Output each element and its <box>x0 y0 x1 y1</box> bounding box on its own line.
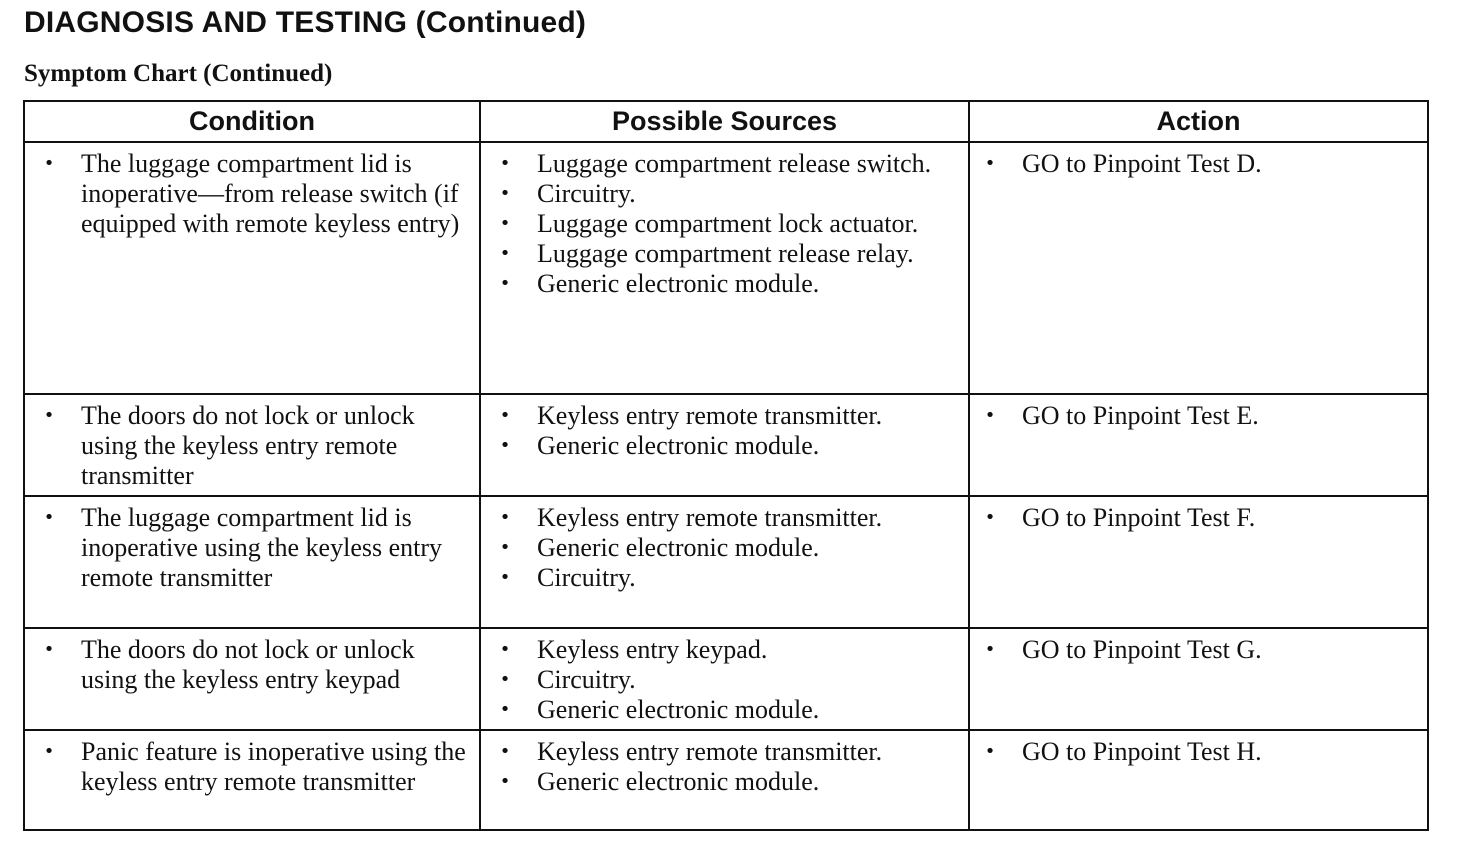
possible-sources-cell <box>480 496 969 628</box>
condition-cell <box>24 496 480 628</box>
symptom-chart-table <box>23 100 1429 831</box>
bullet-icon: • <box>499 771 511 792</box>
sources-list <box>481 395 968 465</box>
bullet-icon: • <box>499 273 511 294</box>
bullet-icon: • <box>499 699 511 720</box>
bullet-icon: • <box>499 507 511 528</box>
list-item-text: Keyless entry remote transmitter. <box>537 503 883 532</box>
bullet-icon: • <box>43 741 55 762</box>
list-item <box>980 149 1419 179</box>
list-item-text: GO to Pinpoint Test H. <box>1022 737 1262 766</box>
bullet-icon: • <box>984 405 996 426</box>
list-item <box>495 665 960 695</box>
list-item-text: Keyless entry keypad. <box>537 635 768 664</box>
bullet-icon: • <box>43 405 55 426</box>
action-list <box>970 143 1427 183</box>
column-header-possible-sources: Possible Sources <box>480 101 969 142</box>
list-item-text: Generic electronic module. <box>537 269 820 298</box>
list-item <box>495 533 960 563</box>
action-list <box>970 731 1427 771</box>
bullet-icon: • <box>499 405 511 426</box>
sources-list <box>481 731 968 801</box>
condition-cell <box>24 730 480 830</box>
list-item-text: Keyless entry remote transmitter. <box>537 401 883 430</box>
list-item <box>495 563 960 593</box>
bullet-icon: • <box>984 639 996 660</box>
list-item <box>495 767 960 797</box>
bullet-icon: • <box>984 153 996 174</box>
bullet-icon: • <box>984 741 996 762</box>
list-item <box>495 149 960 179</box>
table-row <box>24 496 1428 628</box>
list-item-text: Generic electronic module. <box>537 431 820 460</box>
list-item <box>39 503 471 593</box>
list-item-text: Luggage compartment release switch. <box>537 149 932 178</box>
condition-list <box>25 143 479 243</box>
action-cell <box>969 730 1428 830</box>
list-item <box>980 503 1419 533</box>
list-item-text: GO to Pinpoint Test E. <box>1022 401 1259 430</box>
list-item <box>495 269 960 299</box>
condition-list <box>25 731 479 801</box>
list-item <box>495 635 960 665</box>
list-item-text: GO to Pinpoint Test G. <box>1022 635 1262 664</box>
list-item-text: Circuitry. <box>537 563 636 592</box>
bullet-icon: • <box>43 639 55 660</box>
chart-title: Symptom Chart (Continued) <box>24 60 333 87</box>
bullet-icon: • <box>499 183 511 204</box>
list-item <box>495 239 960 269</box>
table-row <box>24 628 1428 730</box>
bullet-icon: • <box>499 153 511 174</box>
action-list <box>970 497 1427 537</box>
list-item <box>39 401 471 491</box>
list-item-text: Generic electronic module. <box>537 533 820 562</box>
list-item-text: Circuitry. <box>537 665 636 694</box>
bullet-icon: • <box>499 537 511 558</box>
condition-list <box>25 497 479 597</box>
sources-list <box>481 497 968 597</box>
list-item <box>495 401 960 431</box>
bullet-icon: • <box>499 213 511 234</box>
condition-list <box>25 395 479 495</box>
list-item <box>39 737 471 797</box>
condition-cell <box>24 142 480 394</box>
list-item-text: Panic feature is inoperative using the keyless entry remote transmitter <box>81 737 466 796</box>
bullet-icon: • <box>499 669 511 690</box>
condition-cell <box>24 628 480 730</box>
bullet-icon: • <box>499 435 511 456</box>
action-list <box>970 395 1427 435</box>
list-item-text: The doors do not lock or unlock using the keyless entry remote transmitter <box>81 401 415 490</box>
bullet-icon: • <box>499 567 511 588</box>
action-cell <box>969 628 1428 730</box>
sources-list <box>481 143 968 303</box>
possible-sources-cell <box>480 628 969 730</box>
bullet-icon: • <box>499 243 511 264</box>
possible-sources-cell <box>480 394 969 496</box>
list-item <box>495 431 960 461</box>
list-item-text: Generic electronic module. <box>537 695 820 724</box>
list-item <box>39 149 471 239</box>
column-header-action: Action <box>969 101 1428 142</box>
action-cell <box>969 394 1428 496</box>
condition-list <box>25 629 479 699</box>
list-item-text: The luggage compartment lid is inoperative using the keyless entry remote transmitter <box>81 503 443 592</box>
bullet-icon: • <box>499 639 511 660</box>
list-item <box>495 695 960 725</box>
list-item-text: The doors do not lock or unlock using the keyless entry keypad <box>81 635 415 694</box>
list-item-text: GO to Pinpoint Test D. <box>1022 149 1262 178</box>
table-row <box>24 142 1428 394</box>
bullet-icon: • <box>43 153 55 174</box>
list-item-text: Circuitry. <box>537 179 636 208</box>
header-row <box>24 101 1428 142</box>
list-item <box>980 401 1419 431</box>
table-row <box>24 394 1428 496</box>
list-item-text: Keyless entry remote transmitter. <box>537 737 883 766</box>
table-body <box>24 142 1428 830</box>
possible-sources-cell <box>480 730 969 830</box>
action-list <box>970 629 1427 669</box>
list-item <box>495 209 960 239</box>
list-item-text: Luggage compartment release relay. <box>537 239 914 268</box>
bullet-icon: • <box>43 507 55 528</box>
condition-cell <box>24 394 480 496</box>
possible-sources-cell <box>480 142 969 394</box>
list-item-text: Generic electronic module. <box>537 767 820 796</box>
list-item-text: Luggage compartment lock actuator. <box>537 209 919 238</box>
list-item <box>980 635 1419 665</box>
list-item <box>495 737 960 767</box>
list-item-text: GO to Pinpoint Test F. <box>1022 503 1256 532</box>
list-item <box>495 179 960 209</box>
column-header-condition: Condition <box>24 101 480 142</box>
list-item <box>980 737 1419 767</box>
table-row <box>24 730 1428 830</box>
list-item <box>495 503 960 533</box>
page-heading: DIAGNOSIS AND TESTING (Continued) <box>24 6 587 39</box>
bullet-icon: • <box>499 741 511 762</box>
action-cell <box>969 496 1428 628</box>
action-cell <box>969 142 1428 394</box>
bullet-icon: • <box>984 507 996 528</box>
list-item-text: The luggage compartment lid is inoperative—from release switch (if equipped with remote keyless entry) <box>81 149 460 238</box>
sources-list <box>481 629 968 729</box>
list-item <box>39 635 471 695</box>
